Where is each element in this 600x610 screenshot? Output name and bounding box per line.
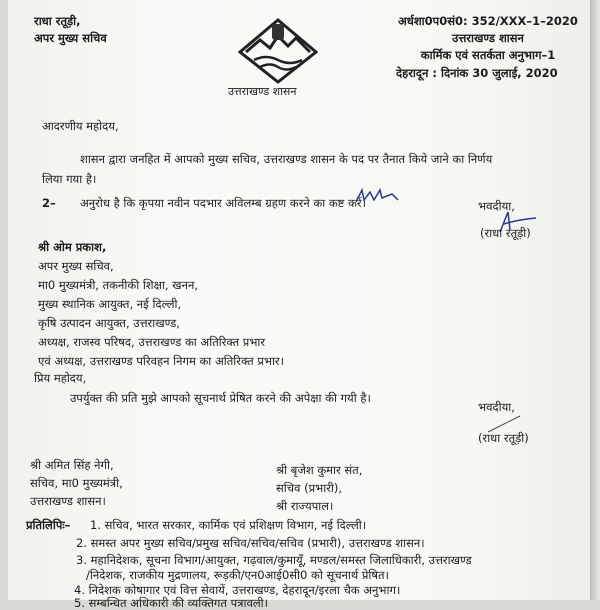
signatory-name: (राधा रतूड़ी) bbox=[480, 226, 531, 240]
addressee-line: अध्यक्ष, राजस्व परिषद, उत्तराखण्ड का अतिरिक्त प्रभार bbox=[38, 335, 266, 349]
paragraph-1-line-2: लिया गया है। bbox=[42, 172, 97, 186]
copy-item: 1. सचिव, भारत सरकार, कार्मिक एवं प्रशिक्षण विभाग, नई दिल्ली। bbox=[90, 518, 367, 532]
paragraph-1-line-1: शासन द्वारा जनहित में आपको मुख्य सचिव, उत्तराखण्ड शासन के पद पर तैनात किये जाने का निर्णय bbox=[80, 152, 493, 166]
paragraph-2-number: 2– bbox=[42, 196, 56, 210]
copies-label: प्रतिलिपिः– bbox=[26, 518, 71, 532]
addressee-line: मा0 मुख्यमंत्री, तकनीकी शिक्षा, खनन, bbox=[38, 278, 198, 292]
signatory-name-2: (राधा रतूड़ी) bbox=[478, 431, 529, 445]
recipient-line: श्री राज्यपाल। bbox=[276, 499, 334, 513]
place-date: देहरादून : दिनांक 30 जुलाई, 2020 bbox=[396, 66, 558, 80]
addressee-line: अपर मुख्य सचिव, bbox=[38, 259, 114, 273]
copy-item: 4. निदेशक कोषागार एवं वित्त सेवायें, उत्तराखण्ड, देहरादून/इरला चैक अनुभाग। bbox=[74, 583, 401, 597]
recipient-line: सचिव (प्रभारी), bbox=[276, 481, 343, 495]
salutation: आदरणीय महोदय, bbox=[42, 119, 119, 133]
reference-number: अर्धशा0प0सं0: 352/XXX–1–2020 bbox=[398, 14, 578, 28]
paragraph-2: अनुरोध है कि कृपया नवीन पदभार अविलम्ब ग्रहण करने का कष्ट करें। bbox=[80, 196, 366, 210]
addressee-line: मुख्य स्थानिक आयुक्त, नई दिल्ली, bbox=[38, 297, 182, 311]
closing: भवदीया, bbox=[478, 199, 515, 213]
uttarakhand-emblem-icon bbox=[238, 16, 318, 86]
salutation-2: प्रिय महोदय, bbox=[34, 371, 87, 385]
initials-signature-icon bbox=[352, 186, 402, 206]
addressee-line: एवं अध्यक्ष, उत्तराखण्ड परिवहन निगम का अतिरिक्त प्रभार। bbox=[38, 354, 284, 368]
sender-name: राधा रतूड़ी, bbox=[34, 14, 81, 28]
recipient-line: श्री बृजेश कुमार संत, bbox=[276, 463, 363, 477]
government-name: उत्तराखण्ड शासन bbox=[452, 31, 524, 45]
sender-designation: अपर मुख्य सचिव bbox=[34, 31, 107, 45]
copy-item: 3. महानिदेशक, सूचना विभाग/आयुक्त, गढ़वाल/कुमायूँ, मण्डल/समस्त जिलाधिकारी, उत्तराखण्ड bbox=[76, 553, 472, 567]
recipient-line: उत्तराखण्ड शासन। bbox=[30, 494, 106, 508]
copy-body: उपर्युक्त की प्रति मुझे आपको सूचनार्थ प्रेषित करने की अपेक्षा की गयी है। bbox=[70, 391, 371, 405]
copy-item: 2. समस्त अपर मुख्य सचिव/प्रमुख सचिव/सचिव/सचिव (प्रभारी), उत्तराखण्ड शासन। bbox=[76, 536, 425, 550]
copy-item: /निदेशक, राजकीय मुद्रणालय, रूड़की/एन0आई0सी0 को सूचनार्थ प्रेषित। bbox=[86, 568, 389, 582]
logo-caption: उत्तराखण्ड शासन bbox=[228, 85, 297, 98]
addressee-name: श्री ओम प्रकाश, bbox=[38, 240, 107, 254]
recipient-line: सचिव, मा0 मुख्यमंत्री, bbox=[30, 476, 123, 490]
page-edge bbox=[590, 0, 600, 600]
addressee-line: कृषि उत्पादन आयुक्त, उत्तराखण्ड, bbox=[38, 316, 180, 330]
closing-2: भवदीया, bbox=[478, 400, 515, 414]
copy-item: 5. सम्बन्धित अधिकारी की व्यक्तिगत पत्रावली। bbox=[74, 596, 268, 610]
recipient-line: श्री अमित सिंह नेगी, bbox=[30, 458, 114, 472]
department: कार्मिक एवं सतर्कता अनुभाग–1 bbox=[420, 48, 556, 62]
